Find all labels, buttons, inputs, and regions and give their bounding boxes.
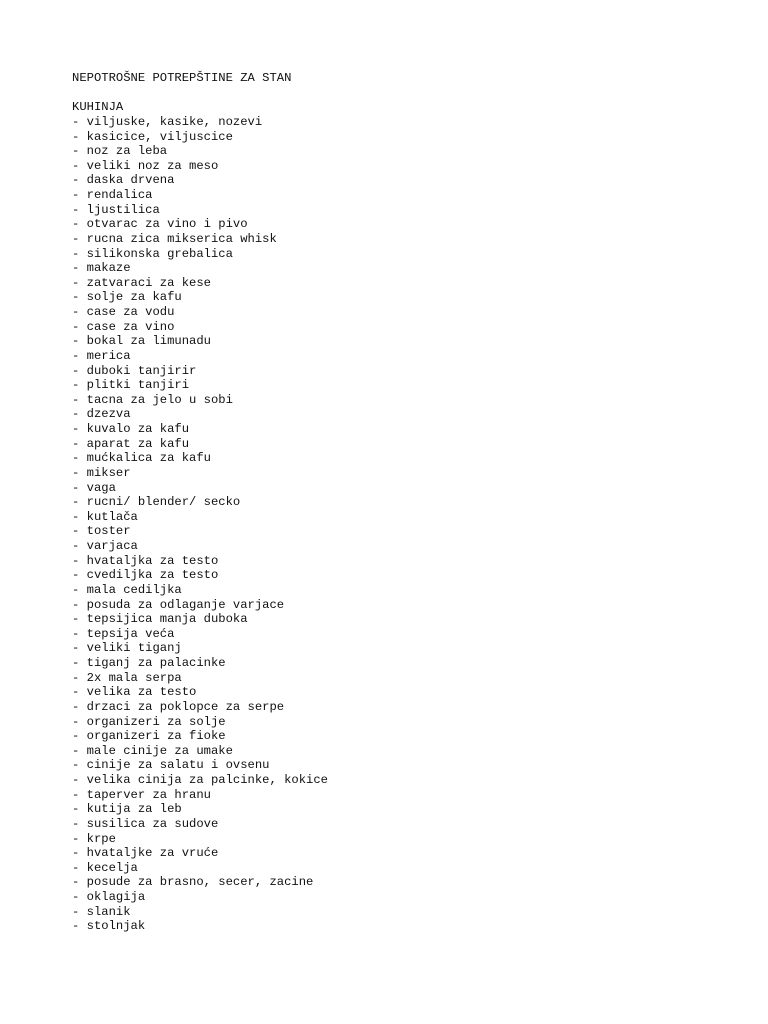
list-bullet: -	[72, 612, 87, 627]
list-item	[72, 641, 752, 656]
list-bullet: -	[72, 714, 87, 729]
list-item	[72, 846, 752, 861]
list-item-text: noz za leba	[86, 144, 168, 159]
list-item	[72, 598, 752, 613]
list-item	[72, 583, 752, 598]
list-item-text: hvataljka za testo	[86, 553, 219, 568]
list-item-text: daska drvena	[86, 173, 175, 188]
list-bullet: -	[72, 641, 87, 656]
list-item	[72, 261, 752, 276]
list-item	[72, 875, 752, 890]
list-item-text: otvarac za vino i pivo	[86, 217, 248, 232]
list-item-text: hvataljke za vruće	[86, 846, 219, 861]
list-item-text: aparat za kafu	[86, 436, 190, 451]
list-item	[72, 744, 752, 759]
list-item-text: posuda za odlaganje varjace	[86, 597, 285, 612]
list-item-text: case za vino	[86, 319, 175, 334]
list-bullet: -	[72, 188, 87, 202]
list-item	[72, 451, 752, 466]
list-bullet: -	[72, 217, 87, 232]
list-item	[72, 173, 752, 188]
list-bullet: -	[72, 465, 87, 480]
list-item	[72, 671, 752, 686]
list-item-text: drzaci za poklopce za serpe	[86, 699, 285, 714]
list-item	[72, 305, 752, 320]
list-item-text: velika za testo	[86, 685, 197, 700]
list-bullet: -	[72, 656, 87, 670]
list-item-text: tepsija veća	[86, 626, 175, 641]
list-bullet: -	[72, 816, 87, 831]
list-item	[72, 481, 752, 496]
list-bullet: -	[72, 553, 87, 568]
list-item-text: posude za brasno, secer, zacine	[86, 875, 314, 890]
list-bullet: -	[72, 597, 87, 612]
list-bullet: -	[72, 422, 87, 436]
list-item	[72, 919, 752, 934]
list-bullet: -	[72, 436, 87, 451]
list-bullet: -	[72, 626, 87, 641]
list-bullet: -	[72, 582, 87, 597]
list-item	[72, 276, 752, 291]
list-item-text: organizeri za fioke	[86, 729, 226, 744]
list-bullet: -	[72, 773, 87, 787]
list-bullet: -	[72, 846, 87, 861]
list-bullet: -	[72, 290, 87, 305]
list-bullet: -	[72, 334, 87, 349]
list-item-text: stolnjak	[86, 919, 146, 934]
list-item	[72, 817, 752, 832]
list-item	[72, 758, 752, 773]
list-bullet: -	[72, 378, 87, 393]
list-item	[72, 612, 752, 627]
list-item	[72, 290, 752, 305]
list-item	[72, 407, 752, 422]
list-item-text: rucni/ blender/ secko	[86, 495, 241, 510]
list-item-text: toster	[86, 524, 131, 539]
list-item	[72, 788, 752, 803]
list-item	[72, 890, 752, 905]
list-item	[72, 802, 752, 817]
list-item	[72, 466, 752, 481]
list-bullet: -	[72, 261, 87, 276]
list-item	[72, 378, 752, 393]
list-item-text: zatvaraci za kese	[86, 275, 211, 290]
list-item	[72, 905, 752, 920]
list-bullet: -	[72, 539, 87, 553]
list-item-text: mućkalica za kafu	[86, 451, 211, 466]
list-item	[72, 656, 752, 671]
list-bullet: -	[72, 129, 87, 144]
list-item-text: mikser	[86, 465, 131, 480]
list-item-text: velika cinija za palcinke, kokice	[86, 773, 328, 787]
list-item-text: kecelja	[86, 860, 138, 875]
list-item	[72, 861, 752, 876]
list-bullet: -	[72, 919, 87, 934]
list-bullet: -	[72, 568, 87, 583]
list-item	[72, 422, 752, 437]
list-item	[72, 832, 752, 847]
list-item-text: kutija za leb	[86, 802, 182, 817]
list-bullet: -	[72, 319, 87, 334]
list-bullet: -	[72, 890, 87, 904]
list-item	[72, 130, 752, 145]
list-item-text: 2x mala serpa	[86, 670, 182, 685]
list-item	[72, 393, 752, 408]
list-item	[72, 217, 752, 232]
document-title: NEPOTROŠNE POTREPŠTINE ZA STAN	[72, 71, 292, 85]
list-item-text: silikonska grebalica	[86, 246, 233, 261]
list-item-text: kutlača	[86, 509, 138, 524]
list-bullet: -	[72, 480, 87, 495]
list-bullet: -	[72, 246, 87, 261]
list-item-text: mala cediljka	[86, 582, 182, 597]
list-item-text: veliki noz za meso	[86, 158, 219, 173]
list-item-text: tepsijica manja duboka	[86, 612, 248, 627]
list-item-text: cinije za salatu i ovsenu	[86, 758, 270, 773]
list-item-text: taperver za hranu	[86, 787, 211, 802]
list-bullet: -	[72, 729, 87, 744]
list-item-text: dzezva	[86, 407, 131, 422]
list-bullet: -	[72, 202, 87, 217]
list-bullet: -	[72, 348, 87, 363]
list-bullet: -	[72, 787, 87, 802]
list-bullet: -	[72, 407, 87, 422]
list-item	[72, 524, 752, 539]
list-item	[72, 115, 752, 130]
list-item	[72, 539, 752, 554]
list-bullet: -	[72, 699, 87, 714]
list-item-text: krpe	[86, 831, 116, 846]
list-item	[72, 554, 752, 569]
list-item	[72, 320, 752, 335]
list-bullet: -	[72, 363, 87, 378]
list-bullet: -	[72, 275, 87, 290]
list-item	[72, 349, 752, 364]
list-item-text: vaga	[86, 480, 116, 495]
list-bullet: -	[72, 904, 87, 919]
list-bullet: -	[72, 144, 87, 159]
list-item	[72, 715, 752, 730]
list-item	[72, 203, 752, 218]
list-item-text: ljustilica	[86, 202, 160, 217]
list-item-text: bokal za limunadu	[86, 334, 211, 349]
list-bullet: -	[72, 173, 87, 188]
list-item-text: varjaca	[86, 539, 138, 553]
list-bullet: -	[72, 231, 87, 246]
list-bullet: -	[72, 860, 87, 875]
list-item	[72, 334, 752, 349]
list-item-text: susilica za sudove	[86, 816, 219, 831]
list-item-text: organizeri za solje	[86, 714, 226, 729]
section-heading: KUHINJA	[72, 100, 124, 115]
list-bullet: -	[72, 875, 87, 890]
list-item-text: male cinije za umake	[86, 743, 233, 758]
list-item	[72, 159, 752, 174]
list-item-text: viljuske, kasike, nozevi	[86, 114, 263, 129]
list-item	[72, 495, 752, 510]
list-bullet: -	[72, 495, 87, 510]
list-bullet: -	[72, 392, 87, 407]
list-item	[72, 700, 752, 715]
list-bullet: -	[72, 743, 87, 758]
list-item-text: kasicice, viljuscice	[86, 129, 233, 144]
list-item	[72, 510, 752, 525]
list-item-text: merica	[86, 348, 131, 363]
list-item-text: rucna zica mikserica whisk	[86, 231, 277, 246]
list-item-text: plitki tanjiri	[86, 378, 190, 393]
list-item-text: tiganj za palacinke	[86, 656, 226, 670]
list-bullet: -	[72, 509, 87, 524]
list-item-text: rendalica	[86, 188, 153, 202]
list-item-text: slanik	[86, 904, 131, 919]
document-page	[72, 71, 752, 934]
list-item-text: veliki tiganj	[86, 641, 182, 656]
list-item	[72, 144, 752, 159]
list-bullet: -	[72, 158, 87, 173]
list-item-text: duboki tanjirir	[86, 363, 197, 378]
list-item	[72, 232, 752, 247]
list-item	[72, 773, 752, 788]
list-item-text: kuvalo za kafu	[86, 422, 190, 436]
list-item-text: solje za kafu	[86, 290, 182, 305]
list-bullet: -	[72, 524, 87, 539]
list-bullet: -	[72, 831, 87, 846]
list-bullet: -	[72, 802, 87, 817]
list-bullet: -	[72, 758, 87, 773]
list-item	[72, 247, 752, 262]
list-bullet: -	[72, 670, 87, 685]
list-item	[72, 364, 752, 379]
list-item	[72, 188, 752, 203]
list-bullet: -	[72, 114, 87, 129]
list-item-text: cvediljka za testo	[86, 568, 219, 583]
list-bullet: -	[72, 685, 87, 700]
list-item-text: oklagija	[86, 890, 146, 904]
list-item-text: tacna za jelo u sobi	[86, 392, 233, 407]
list-item-text: makaze	[86, 261, 131, 276]
list-bullet: -	[72, 305, 87, 319]
list-item-text: case za vodu	[86, 305, 175, 319]
list-item	[72, 685, 752, 700]
list-item	[72, 568, 752, 583]
list-item	[72, 437, 752, 452]
list-bullet: -	[72, 451, 87, 466]
item-list	[72, 115, 752, 934]
list-item	[72, 729, 752, 744]
list-item	[72, 627, 752, 642]
